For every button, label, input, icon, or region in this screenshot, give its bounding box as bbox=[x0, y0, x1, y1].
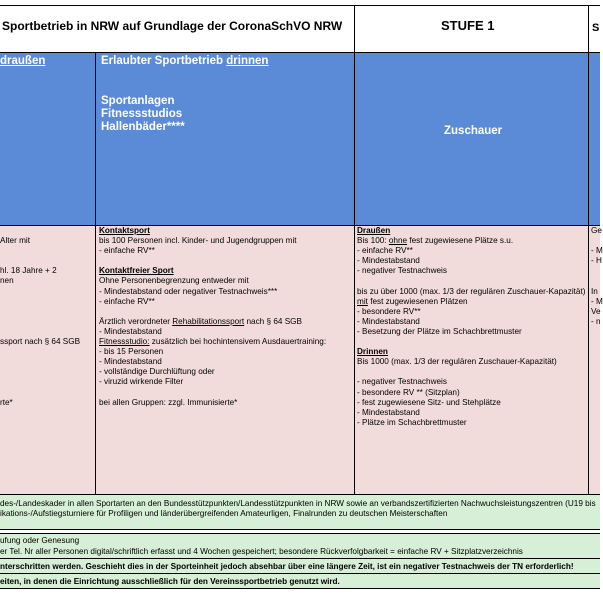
grid-line-body-top bbox=[0, 225, 600, 226]
col2-body-line: - Mindestabstand bbox=[99, 326, 162, 336]
col1-body-line bbox=[0, 367, 94, 377]
col1-body-line bbox=[0, 307, 94, 317]
col2-body-text bbox=[99, 226, 353, 408]
col2-body-line bbox=[99, 388, 353, 398]
col4-header bbox=[589, 53, 600, 225]
col3-body-line: - einfache RV** bbox=[357, 246, 413, 256]
grid-vline-2 bbox=[354, 52, 355, 495]
col4-body-line: - M bbox=[591, 296, 603, 306]
section-heading: Kontaktfreier Sport bbox=[99, 266, 174, 276]
col2-body-line: Ohne Personenbegrenzung entweder mit bbox=[99, 276, 249, 286]
col2-body-line bbox=[99, 307, 353, 317]
ohne-prefix: Bis 100: bbox=[357, 236, 389, 246]
fit-underlined: Fitnessstudio: bbox=[99, 337, 150, 347]
col1-body-line: nen bbox=[0, 276, 14, 286]
col3-body-line: - Plätze im Schachbrettmuster bbox=[357, 417, 467, 427]
col1-title: draußen bbox=[0, 55, 46, 67]
grid-line-body-bottom bbox=[0, 494, 600, 495]
col4-body-line: - n bbox=[591, 316, 601, 326]
col3-body-line: - Mindestabstand bbox=[357, 256, 420, 266]
reha-underlined: Rehabilitationssport bbox=[172, 316, 245, 326]
col2-title-prefix: Erlaubter Sportbetrieb bbox=[101, 55, 227, 67]
col3-body-line: - besondere RV** bbox=[357, 306, 421, 316]
col4-body-line: - M bbox=[591, 246, 603, 256]
col1-body-line bbox=[0, 317, 94, 327]
footer-kader-line1: des-/Landeskader in allen Sportarten an den Bundesstützpunkten/Landesstützpunkten in NRW sowie an verbandszertifizierten Nachwuchsleistungszentren (U19 bis bbox=[0, 499, 596, 508]
col3-body-line: - Mindestabstand bbox=[357, 407, 420, 417]
col2-body-line bbox=[99, 337, 353, 347]
grid-line-f4 bbox=[0, 573, 600, 574]
grid-vline-1 bbox=[95, 52, 96, 495]
col2-body-line: bis 100 Personen incl. Kinder- und Jugendgruppen mit bbox=[99, 236, 297, 246]
col1-body-line bbox=[0, 297, 94, 307]
col1-body-line bbox=[0, 347, 94, 357]
col4-body-line bbox=[591, 276, 600, 286]
col3-body-line: - besondere RV ** (Sitzplan) bbox=[357, 387, 460, 397]
grid-vline-3 bbox=[588, 5, 589, 495]
col2-body-line: - viruzid wirkende Filter bbox=[99, 377, 184, 387]
col2-facility-fitnessstudios: Fitnessstudios bbox=[101, 108, 183, 120]
col2-body-line: - Mindestabstand oder negativer Testnachweis*** bbox=[99, 286, 278, 296]
col2-body-line bbox=[99, 226, 353, 236]
col3-body-line: - fest zugewiesene Sitz- und Stehplätze bbox=[357, 397, 501, 407]
col2-body-line: bei allen Gruppen: zzgl. Immunisierte* bbox=[99, 397, 238, 407]
col2-header bbox=[96, 53, 354, 225]
col3-title: Zuschauer bbox=[444, 125, 503, 137]
col1-body-line bbox=[0, 357, 94, 367]
col1-body-line bbox=[0, 388, 94, 398]
footer-testnachweis: nterschritten werden. Geschieht dies in der Sporteinheit jedoch absehbar über eine längere Zeit, ist ein negativer Testnachweis der TN erforderlich! bbox=[0, 562, 574, 571]
col2-body-line: - vollständige Durchlüftung oder bbox=[99, 367, 215, 377]
col2-body-line: - einfache RV** bbox=[99, 296, 155, 306]
col1-body-line bbox=[0, 256, 94, 266]
reha-suffix: nach § 64 SGB bbox=[244, 316, 302, 326]
page-title: Sportbetrieb in NRW auf Grundlage der CoronaSchVO NRW bbox=[2, 19, 343, 33]
col4-body-line: Ge bbox=[591, 226, 602, 235]
col4-body-line: Ve bbox=[591, 306, 601, 316]
grid-line-f2 bbox=[0, 533, 600, 534]
col2-body-line bbox=[99, 266, 353, 276]
col3-body-line: Bis 1000 (max. 1/3 der regulären Zuschauer-Kapazität) bbox=[357, 357, 557, 367]
next-stufe-fragment: S bbox=[592, 22, 600, 34]
col2-facility-hallenbaeder: Hallenbäder**** bbox=[101, 121, 185, 133]
col3-body-line: - negativer Testnachweis bbox=[357, 377, 447, 387]
col3-header bbox=[355, 53, 588, 225]
section-heading: Drinnen bbox=[357, 347, 388, 357]
col4-body-text bbox=[591, 226, 603, 327]
col1-body-line bbox=[0, 226, 94, 236]
grid-line-f5 bbox=[0, 588, 600, 589]
footer-rueckverfolgbarkeit: er Tel. Nr aller Personen digital/schriftlich erfasst und 4 Wochen gespeichert; besondere Rückverfolgbarkeit = einfache RV + Sitzplatzverzeichnis bbox=[0, 547, 523, 556]
grid-line-f1 bbox=[0, 529, 600, 530]
col1-body-line bbox=[0, 377, 94, 387]
col3-body-line: bis zu über 1000 (max. 1/3 der regulären Zuschauer-Kapazität) bbox=[357, 286, 586, 296]
col1-body-line: rte* bbox=[0, 397, 13, 407]
col2-title bbox=[101, 55, 268, 67]
col4-body-line bbox=[591, 236, 600, 246]
col3-body-line bbox=[357, 276, 587, 286]
grid-line-header-bottom bbox=[0, 52, 600, 53]
col2-facility-sportanlagen: Sportanlagen bbox=[101, 95, 175, 107]
ohne-underlined: ohne bbox=[388, 236, 408, 246]
reha-prefix: Ärztlich verordneter bbox=[99, 316, 173, 326]
fit-suffix: zusätzlich bei hochintensivem Ausdauertraining: bbox=[149, 337, 327, 347]
col3-body-line bbox=[357, 347, 587, 357]
stufe-label: STUFE 1 bbox=[441, 18, 495, 33]
col1-body-line: ssport nach § 64 SGB bbox=[0, 337, 81, 347]
col2-body-line bbox=[99, 317, 353, 327]
col1-body-line bbox=[0, 327, 94, 337]
col3-body-line bbox=[357, 297, 587, 307]
col1-body-line bbox=[0, 246, 94, 256]
col1-body-line: Alter mit bbox=[0, 236, 31, 246]
col3-body-text bbox=[357, 226, 587, 428]
col1-body-line bbox=[0, 287, 94, 297]
col4-body-line: In bbox=[591, 286, 598, 296]
col1-body-text bbox=[0, 226, 94, 408]
grid-line-top bbox=[0, 5, 600, 6]
col2-body-line bbox=[99, 256, 353, 266]
col1-body-line: hl. 18 Jahre + 2 bbox=[0, 266, 57, 276]
col3-body-line: - Mindestabstand bbox=[357, 316, 420, 326]
section-heading: Kontaktsport bbox=[99, 226, 150, 235]
col2-body-line: - einfache RV** bbox=[99, 246, 155, 256]
footer-genesung: ufung oder Genesung bbox=[0, 536, 80, 545]
footer-kader-line2: ikations-/Aufstiegsturniere für Profiligen und länderübergreifenden Amateurligen, Finalrunden zu deutschen Meisterschaften bbox=[0, 509, 448, 518]
col3-body-line bbox=[357, 236, 587, 246]
col2-title-underlined: drinnen bbox=[226, 55, 269, 67]
col2-body-line: - bis 15 Personen bbox=[99, 347, 164, 357]
footer-vereinssport: eiten, in denen die Einrichtung ausschließlich für den Vereinssportbetrieb genutzt wird. bbox=[0, 577, 340, 586]
mit-underlined: mit bbox=[357, 296, 368, 306]
col3-body-line bbox=[357, 226, 587, 236]
col4-body-line: - H bbox=[591, 256, 602, 266]
section-heading: Draußen bbox=[357, 226, 391, 235]
grid-line-f3 bbox=[0, 558, 600, 559]
mit-suffix: fest zugewiesenen Plätzen bbox=[367, 296, 468, 306]
ohne-suffix: fest zugewiesene Plätze s.u. bbox=[407, 236, 514, 246]
grid-vline-header-mid bbox=[354, 5, 355, 53]
col4-body-line bbox=[591, 266, 600, 276]
col2-body-line: - Mindestabstand bbox=[99, 357, 162, 367]
col3-body-line bbox=[357, 337, 587, 347]
col3-body-line: - negativer Testnachweis bbox=[357, 266, 447, 276]
col3-body-line bbox=[357, 367, 587, 377]
col3-body-line: - Besetzung der Plätze im Schachbrettmuster bbox=[357, 326, 522, 336]
col1-header bbox=[0, 53, 95, 225]
